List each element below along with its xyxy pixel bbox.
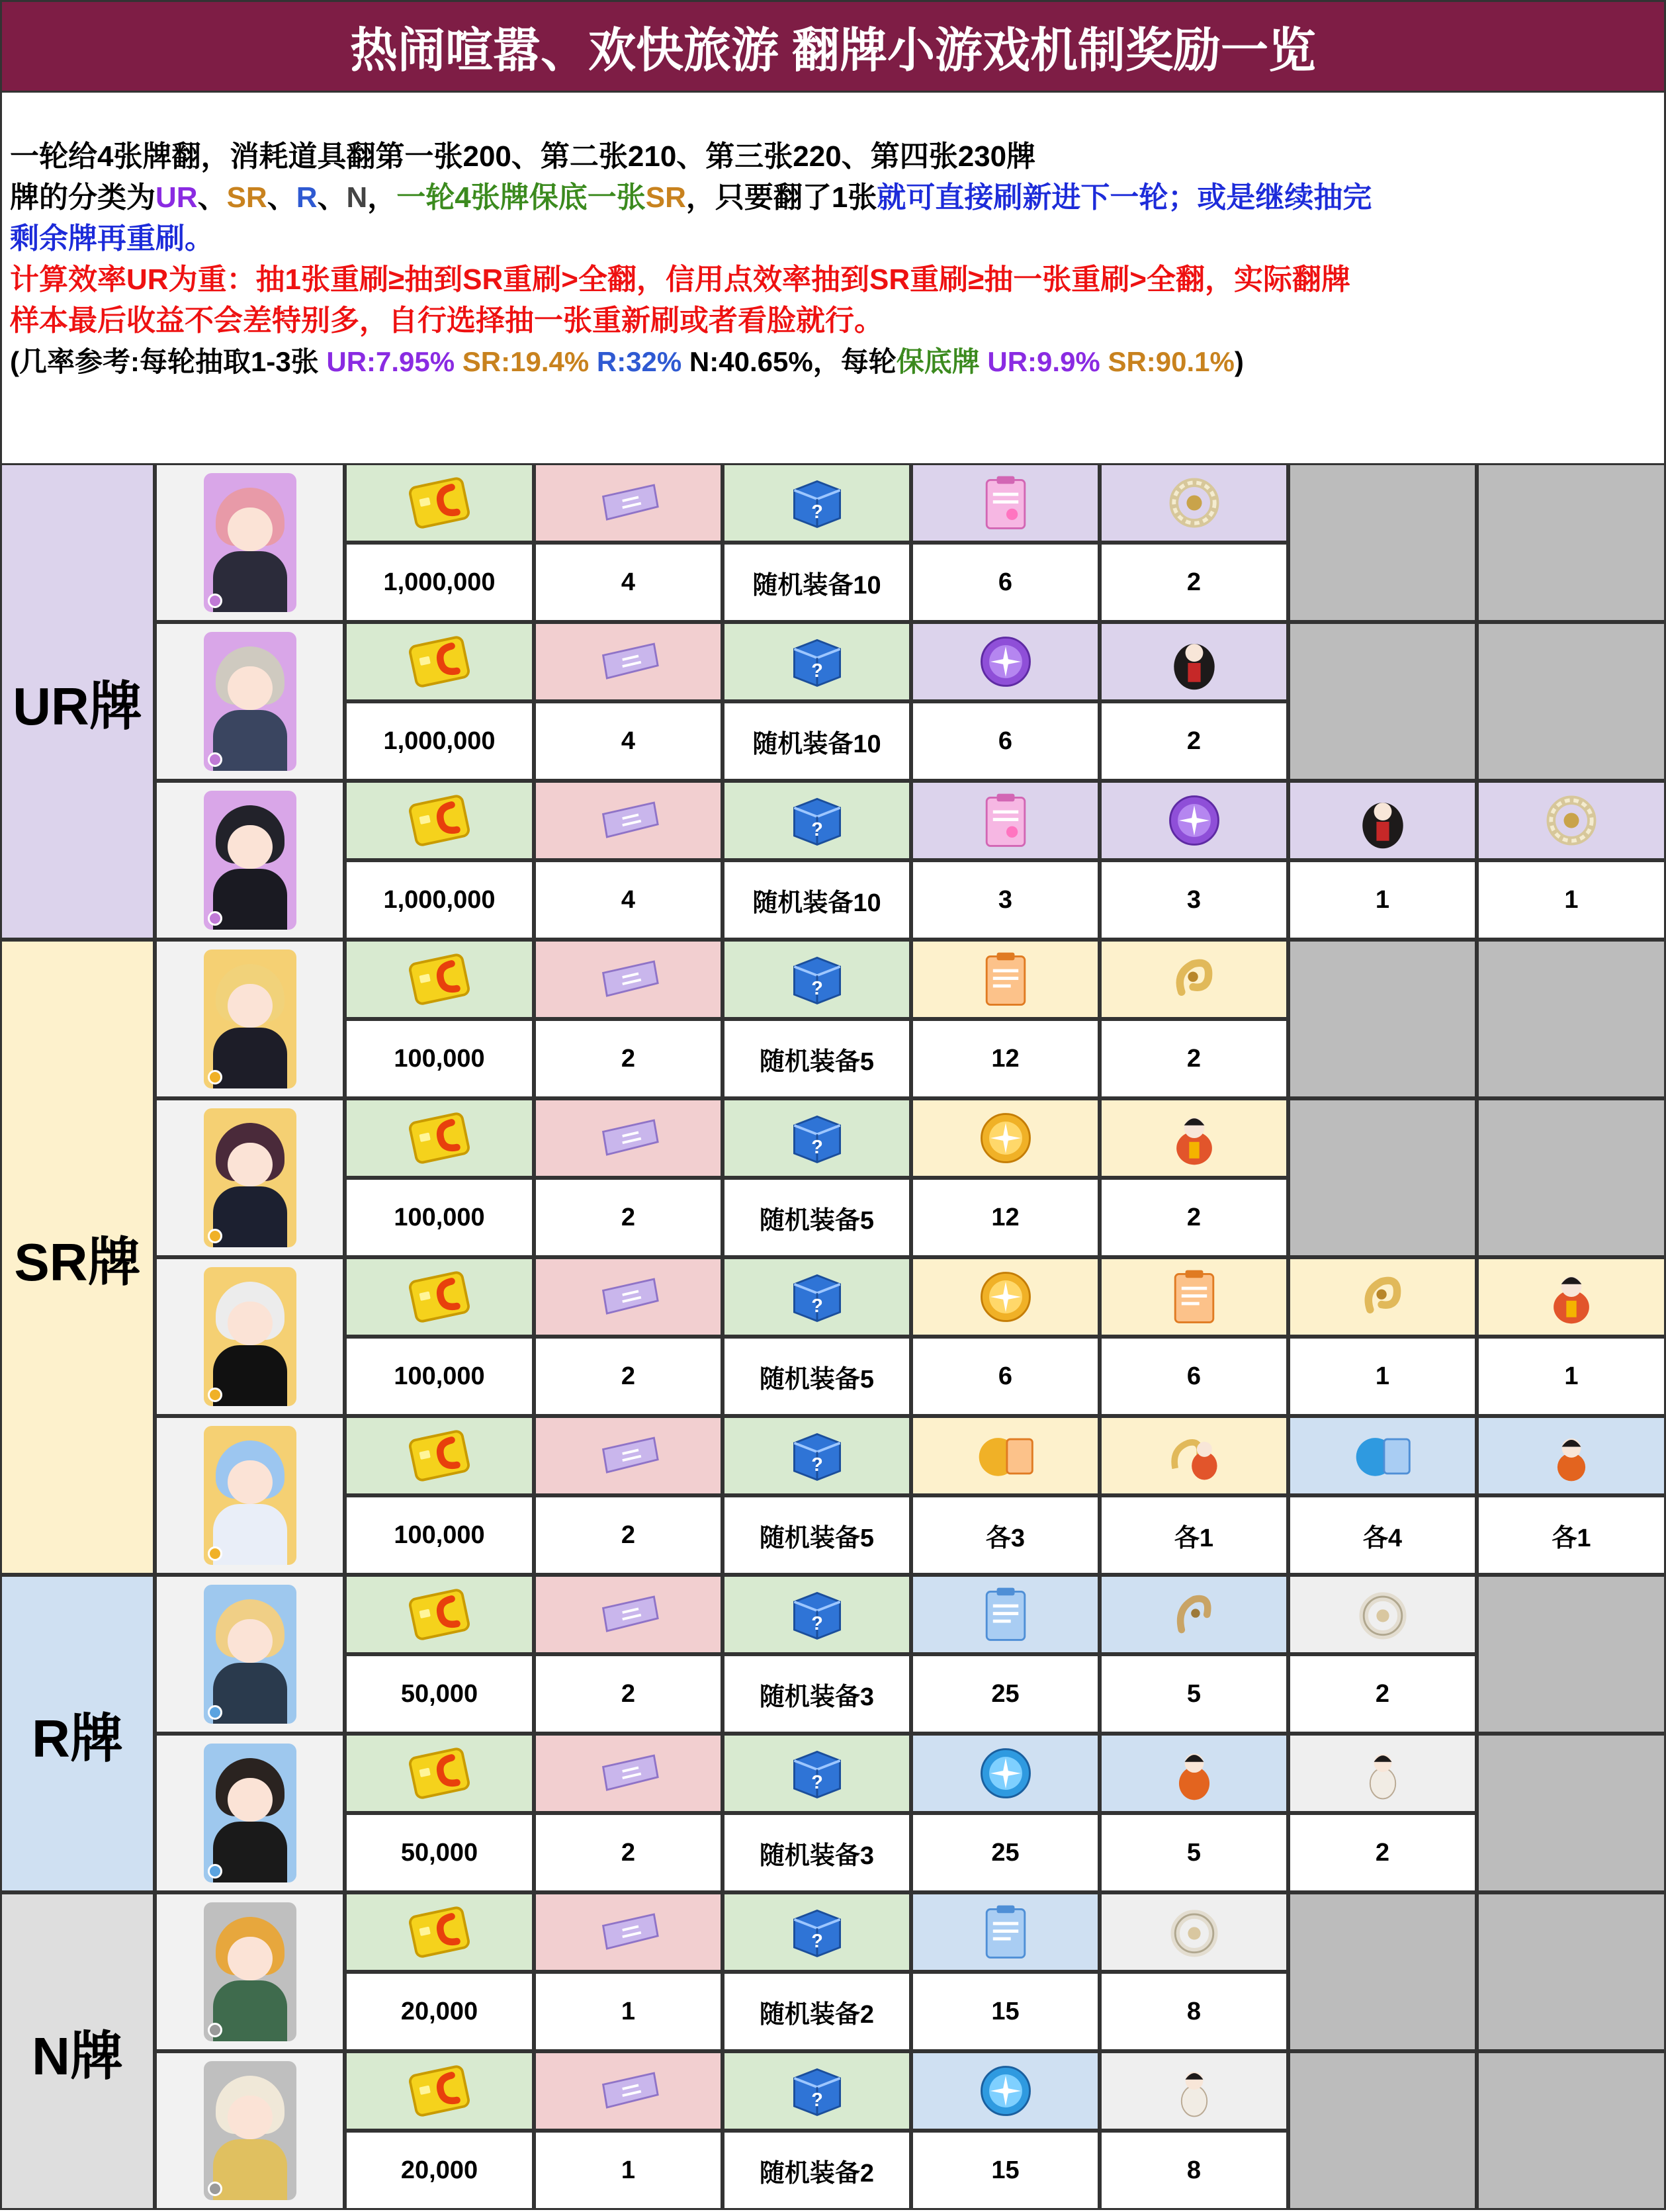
equipment-value: 随机装备3 [723, 1654, 911, 1734]
ticket-value: 2 [534, 1654, 723, 1734]
reward-icon-cell [911, 1575, 1100, 1654]
reward-icon-cell [1100, 1892, 1288, 1972]
ticket-icon-cell [534, 1575, 723, 1654]
ticket-icon [597, 1424, 660, 1487]
credit-value: 20,000 [345, 1972, 534, 2051]
reward-value: 12 [911, 1019, 1100, 1098]
ticket-icon [597, 1106, 660, 1170]
equipment-box-icon [785, 1424, 849, 1487]
character-portrait [204, 1902, 296, 2041]
reward-icon-cell [1100, 1575, 1288, 1654]
report-orange-icon [974, 948, 1037, 1011]
purple-orb-icon [974, 630, 1037, 693]
report-blue-icon [974, 1900, 1037, 1964]
reward-value: 2 [1100, 701, 1288, 781]
reward-value: 2 [1100, 1178, 1288, 1257]
info-line-5: 样本最后收益不会差特别多，自行选择抽一张重新刷或者看脸就行。 [10, 304, 883, 337]
reward-value: 各1 [1477, 1495, 1666, 1575]
reward-icon-cell [911, 1892, 1100, 1972]
ticket-value: 2 [534, 1813, 723, 1892]
empty-slot [1288, 622, 1477, 781]
category-label: UR牌 [0, 463, 155, 940]
character-card-cell [155, 781, 345, 940]
ticket-icon-cell [534, 622, 723, 701]
ticket-icon-cell [534, 781, 723, 860]
silver-ring-icon [1162, 1900, 1226, 1964]
report-pink-icon [974, 789, 1037, 852]
info-segment: (几率参考:每轮抽取1-3张 [10, 346, 327, 377]
credit-card-icon [408, 1900, 471, 1964]
equipment-box-icon [785, 789, 849, 852]
category-label: SR牌 [0, 940, 155, 1575]
equipment-box-icon [785, 471, 849, 535]
ticket-icon-cell [534, 463, 723, 543]
info-line-1: 一轮给4张牌翻，消耗道具翻第一张200、第二张210、第三张220、第四张230牌 [10, 140, 1036, 173]
reward-icon-cell [911, 2051, 1100, 2131]
character-portrait [204, 473, 296, 612]
equipment-box-icon [785, 1583, 849, 1646]
reward-value: 2 [1288, 1813, 1477, 1892]
credit-icon-cell [345, 940, 534, 1019]
svg-text:?: ? [811, 978, 823, 1000]
reward-value: 1 [1288, 1337, 1477, 1416]
ticket-value: 2 [534, 1178, 723, 1257]
credit-card-icon [408, 1106, 471, 1170]
gear-ring-icon [1540, 789, 1603, 852]
character-portrait [204, 1744, 296, 1882]
info-segment: 、 [197, 181, 227, 214]
reward-value: 8 [1100, 1972, 1288, 2051]
character-portrait [204, 1585, 296, 1724]
info-segment: SR:90.1% [1108, 346, 1235, 377]
svg-text:?: ? [811, 1613, 823, 1635]
reward-icon-cell [1100, 463, 1288, 543]
equipment-box-icon [785, 1265, 849, 1329]
category-label: R牌 [0, 1575, 155, 1892]
ticket-value: 2 [534, 1019, 723, 1098]
reward-icon-cell [911, 1257, 1100, 1337]
ticket-value: 1 [534, 1972, 723, 2051]
info-segment [1100, 346, 1108, 377]
info-segment: 、 [267, 181, 296, 214]
equipment-value: 随机装备10 [723, 860, 911, 940]
credit-value: 20,000 [345, 2131, 534, 2210]
credit-value: 1,000,000 [345, 543, 534, 622]
info-segment [455, 346, 462, 377]
equipment-icon-cell [723, 1416, 911, 1495]
reward-value: 6 [911, 1337, 1100, 1416]
ticket-icon-cell [534, 1734, 723, 1813]
equipment-icon-cell [723, 1575, 911, 1654]
credit-value: 100,000 [345, 1495, 534, 1575]
reward-icon-cell [911, 1734, 1100, 1813]
info-segment [980, 346, 988, 377]
empty-slot [1477, 940, 1666, 1098]
equipment-icon-cell [723, 463, 911, 543]
credit-icon-cell [345, 781, 534, 860]
orange-doll-icon [1162, 1742, 1226, 1805]
reward-table [0, 463, 1666, 2212]
credit-icon-cell [345, 1257, 534, 1337]
info-segment: 就可直接刷新进下一轮；或是继续抽完 [877, 181, 1372, 214]
reward-value: 3 [911, 860, 1100, 940]
reward-icon-cell [1100, 1098, 1288, 1178]
report-orange-icon [1162, 1265, 1226, 1329]
reward-icon-cell [911, 940, 1100, 1019]
info-segment: R [296, 181, 318, 214]
character-portrait [204, 1267, 296, 1406]
reward-value: 3 [1100, 860, 1288, 940]
reward-icon-cell [1100, 781, 1288, 860]
ticket-icon-cell [534, 2051, 723, 2131]
blue-orb-report-mix-icon [1351, 1424, 1415, 1487]
info-line-2 [10, 177, 1657, 218]
gear-doll-mix-icon [1162, 1424, 1226, 1487]
category-label: N牌 [0, 1892, 155, 2210]
credit-value: 100,000 [345, 1019, 534, 1098]
info-line-4: 计算效率UR为重：抽1张重刷≥抽到SR重刷>全翻，信用点效率抽到SR重刷≥抽一张重刷>全翻，实际翻牌 [10, 263, 1350, 296]
white-doll-icon [1351, 1742, 1415, 1805]
empty-slot [1477, 622, 1666, 781]
info-segment: UR:7.95% [326, 346, 455, 377]
reward-icon-cell [911, 463, 1100, 543]
reward-value: 1 [1477, 1337, 1666, 1416]
reward-icon-cell [1477, 1416, 1666, 1495]
ticket-value: 1 [534, 2131, 723, 2210]
gold-orb-icon [974, 1106, 1037, 1170]
info-segment: SR [226, 181, 267, 214]
credit-card-icon [408, 1265, 471, 1329]
reward-icon-cell [1100, 940, 1288, 1019]
ticket-value: 2 [534, 1337, 723, 1416]
reward-value: 15 [911, 2131, 1100, 2210]
reward-icon-cell [1100, 622, 1288, 701]
svg-text:?: ? [811, 660, 823, 682]
reward-icon-cell [1477, 1257, 1666, 1337]
character-card-cell [155, 622, 345, 781]
character-portrait [204, 791, 296, 930]
reward-icon-cell [1288, 1257, 1477, 1337]
credit-icon-cell [345, 1416, 534, 1495]
info-segment: N:40.65%，每轮 [681, 346, 897, 377]
reward-value: 各4 [1288, 1495, 1477, 1575]
ticket-icon [597, 1742, 660, 1805]
info-line-3: 剩余牌再重刷。 [10, 222, 214, 255]
reward-value: 5 [1100, 1654, 1288, 1734]
equipment-value: 随机装备2 [723, 1972, 911, 2051]
ticket-icon-cell [534, 1098, 723, 1178]
svg-text:?: ? [811, 1137, 823, 1159]
reward-value: 25 [911, 1813, 1100, 1892]
report-blue-icon [974, 1583, 1037, 1646]
reward-value: 1 [1288, 860, 1477, 940]
ticket-icon [597, 471, 660, 535]
credit-card-icon [408, 630, 471, 693]
red-doll-icon [1162, 1106, 1226, 1170]
ticket-icon-cell [534, 1416, 723, 1495]
info-segment: N [346, 181, 368, 214]
info-segment: R:32% [596, 346, 682, 377]
character-portrait [204, 1426, 296, 1565]
equipment-icon-cell [723, 1257, 911, 1337]
ticket-icon [597, 1265, 660, 1329]
character-card-cell [155, 1734, 345, 1892]
empty-slot [1477, 1098, 1666, 1257]
reward-icon-cell [1288, 1734, 1477, 1813]
credit-card-icon [408, 1583, 471, 1646]
equipment-icon-cell [723, 1098, 911, 1178]
equipment-value: 随机装备3 [723, 1813, 911, 1892]
equipment-value: 随机装备5 [723, 1495, 911, 1575]
reward-value: 6 [1100, 1337, 1288, 1416]
character-card-cell [155, 2051, 345, 2210]
reward-value: 各3 [911, 1495, 1100, 1575]
svg-text:?: ? [811, 819, 823, 841]
reward-value: 8 [1100, 2131, 1288, 2210]
equipment-icon-cell [723, 940, 911, 1019]
reward-icon-cell [1100, 1416, 1288, 1495]
small-doll-mix-icon [1540, 1424, 1603, 1487]
character-portrait [204, 1108, 296, 1247]
empty-slot [1288, 1892, 1477, 2051]
character-portrait [204, 2061, 296, 2200]
orb-report-mix-icon [974, 1424, 1037, 1487]
credit-icon-cell [345, 1734, 534, 1813]
credit-card-icon [408, 1742, 471, 1805]
reward-value: 5 [1100, 1813, 1288, 1892]
credit-icon-cell [345, 1575, 534, 1654]
info-segment: SR:19.4% [462, 346, 590, 377]
info-segment: 保底牌 [896, 346, 980, 377]
equipment-box-icon [785, 1106, 849, 1170]
empty-slot [1477, 463, 1666, 622]
gold-orb-icon [974, 1265, 1037, 1329]
gold-gear-icon [1162, 948, 1226, 1011]
red-doll-icon [1540, 1265, 1603, 1329]
info-segment: ， [367, 181, 397, 214]
equipment-value: 随机装备5 [723, 1019, 911, 1098]
empty-slot [1288, 2051, 1477, 2210]
ticket-icon-cell [534, 940, 723, 1019]
credit-icon-cell [345, 1098, 534, 1178]
reward-value: 6 [911, 543, 1100, 622]
ticket-value: 4 [534, 701, 723, 781]
equipment-value: 随机装备10 [723, 701, 911, 781]
ticket-icon [597, 1583, 660, 1646]
reward-icon-cell [911, 1098, 1100, 1178]
credit-value: 100,000 [345, 1178, 534, 1257]
equipment-box-icon [785, 948, 849, 1011]
svg-text:?: ? [811, 1772, 823, 1794]
credit-icon-cell [345, 1892, 534, 1972]
character-card-cell [155, 1098, 345, 1257]
credit-icon-cell [345, 622, 534, 701]
reward-value: 2 [1100, 1019, 1288, 1098]
character-card-cell [155, 463, 345, 622]
equipment-value: 随机装备2 [723, 2131, 911, 2210]
credit-card-icon [408, 1424, 471, 1487]
equipment-box-icon [785, 630, 849, 693]
info-segment: 一轮4张牌保底一张 [396, 181, 646, 214]
empty-slot [1288, 1098, 1477, 1257]
credit-value: 1,000,000 [345, 860, 534, 940]
equipment-value: 随机装备10 [723, 543, 911, 622]
equipment-icon-cell [723, 622, 911, 701]
svg-text:?: ? [811, 502, 823, 523]
credit-icon-cell [345, 463, 534, 543]
info-segment [589, 346, 597, 377]
credit-card-icon [408, 789, 471, 852]
report-pink-icon [974, 471, 1037, 535]
blue-orb-icon [974, 1742, 1037, 1805]
ticket-icon-cell [534, 1257, 723, 1337]
empty-slot [1477, 1575, 1666, 1734]
info-segment: 、 [317, 181, 347, 214]
info-segment: UR [155, 181, 198, 214]
svg-text:?: ? [811, 1454, 823, 1476]
ticket-value: 4 [534, 543, 723, 622]
black-doll-icon [1162, 630, 1226, 693]
reward-icon-cell [1288, 1416, 1477, 1495]
reward-icon-cell [1100, 1734, 1288, 1813]
reward-icon-cell [911, 1416, 1100, 1495]
credit-card-icon [408, 2059, 471, 2123]
info-segment: UR:9.9% [987, 346, 1100, 377]
equipment-box-icon [785, 1742, 849, 1805]
reward-value: 2 [1288, 1654, 1477, 1734]
info-segment: SR [645, 181, 686, 214]
empty-slot [1477, 1734, 1666, 1892]
silver-ring-icon [1351, 1583, 1415, 1646]
reward-value: 各1 [1100, 1495, 1288, 1575]
page-title: 热闹喧嚣、欢快旅游 翻牌小游戏机制奖励一览 [0, 0, 1666, 93]
empty-slot [1288, 463, 1477, 622]
gear-ring-icon [1162, 471, 1226, 535]
reward-value: 15 [911, 1972, 1100, 2051]
equipment-box-icon [785, 1900, 849, 1964]
white-doll-icon [1162, 2059, 1226, 2123]
reward-icon-cell [1100, 1257, 1288, 1337]
equipment-box-icon [785, 2059, 849, 2123]
reward-icon-cell [1288, 781, 1477, 860]
empty-slot [1477, 2051, 1666, 2210]
info-segment: 牌的分类为 [10, 181, 155, 214]
ticket-icon [597, 948, 660, 1011]
reward-value: 6 [911, 701, 1100, 781]
info-panel [0, 93, 1666, 463]
reward-value: 25 [911, 1654, 1100, 1734]
credit-value: 1,000,000 [345, 701, 534, 781]
equipment-icon-cell [723, 1734, 911, 1813]
character-portrait [204, 950, 296, 1088]
reward-icon-cell [911, 781, 1100, 860]
reward-icon-cell [911, 622, 1100, 701]
equipment-icon-cell [723, 781, 911, 860]
credit-value: 50,000 [345, 1654, 534, 1734]
empty-slot [1477, 1892, 1666, 2051]
equipment-icon-cell [723, 2051, 911, 2131]
ticket-icon [597, 789, 660, 852]
purple-orb-icon [1162, 789, 1226, 852]
ticket-icon [597, 1900, 660, 1964]
character-card-cell [155, 940, 345, 1098]
reward-value: 1 [1477, 860, 1666, 940]
svg-text:?: ? [811, 1296, 823, 1317]
equipment-value: 随机装备5 [723, 1337, 911, 1416]
ticket-icon [597, 2059, 660, 2123]
black-doll-icon [1351, 789, 1415, 852]
ticket-icon [597, 630, 660, 693]
character-card-cell [155, 1257, 345, 1416]
blue-orb-icon [974, 2059, 1037, 2123]
credit-icon-cell [345, 2051, 534, 2131]
ticket-icon-cell [534, 1892, 723, 1972]
credit-card-icon [408, 471, 471, 535]
equipment-value: 随机装备5 [723, 1178, 911, 1257]
reward-icon-cell [1100, 2051, 1288, 2131]
character-portrait [204, 632, 296, 771]
reward-icon-cell [1288, 1575, 1477, 1654]
ticket-value: 4 [534, 860, 723, 940]
character-card-cell [155, 1575, 345, 1734]
svg-text:?: ? [811, 2090, 823, 2111]
info-segment: ) [1234, 346, 1244, 377]
equipment-icon-cell [723, 1892, 911, 1972]
character-card-cell [155, 1416, 345, 1575]
reward-value: 2 [1100, 543, 1288, 622]
info-line-6 [10, 341, 1657, 382]
reward-value: 12 [911, 1178, 1100, 1257]
credit-value: 50,000 [345, 1813, 534, 1892]
ticket-value: 2 [534, 1495, 723, 1575]
character-card-cell [155, 1892, 345, 2051]
credit-card-icon [408, 948, 471, 1011]
bronze-gear-icon [1162, 1583, 1226, 1646]
svg-text:?: ? [811, 1931, 823, 1953]
info-segment: ，只要翻了1张 [685, 181, 877, 214]
credit-value: 100,000 [345, 1337, 534, 1416]
empty-slot [1288, 940, 1477, 1098]
reward-icon-cell [1477, 781, 1666, 860]
gold-gear-icon [1351, 1265, 1415, 1329]
